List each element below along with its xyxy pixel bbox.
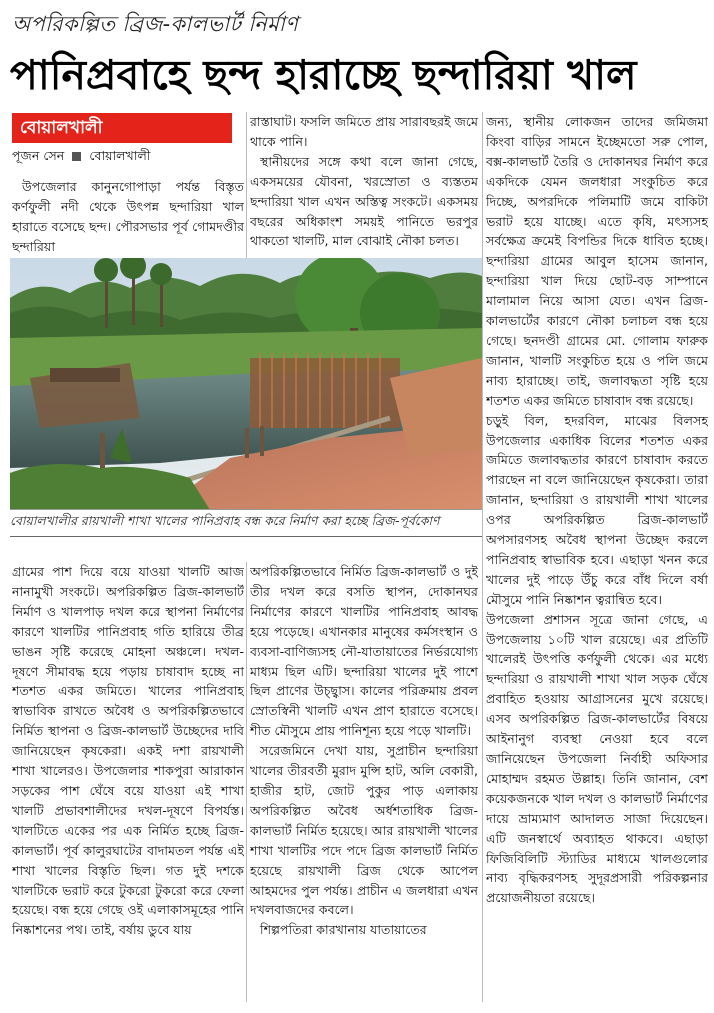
column-divider <box>246 112 247 262</box>
location-tag: বোয়ালখালী <box>12 113 232 143</box>
byline <box>12 148 242 168</box>
byline-place: বোয়ালখালী <box>89 148 151 163</box>
article-headline: পানিপ্রবাহে ছন্দ হারাচ্ছে ছন্দারিয়া খাল <box>10 51 637 99</box>
photo-caption: বোয়ালখালীর রায়খালী শাখা খালের পানিপ্রবাহ বন্ধ করে নির্মাণ করা হচ্ছে ব্রিজ-পূর্বকোণ <box>10 512 482 537</box>
paragraph: জন্য, স্থানীয় লোকজন তাদের জমিজমা কিংবা বাড়ির সামনে ইচ্ছেমতো সরু পোল, বক্স-কালভার্ট তৈরি ও দোকানঘর নির্মাণ করে একদিকে যেমন জলধারা সংকুচিত করে দিচ্ছে, অপরদিকে পলিমাটি জমে বাকিটা ভরাট হয়ে যাচ্ছে। এতে কৃষি, মৎস্যসহ সর্বক্ষেত্র ক্রমেই বিপন্ডির দিকে ধাবিত হচ্ছে। ছন্দারিয়া গ্রামের আবুল হাসেম জানান, ছন্দারিয়া খাল দিয়ে ছোট-বড় সাম্পানে মালামাল নিয়ে আসা যেত। এখন ব্রিজ-কালভার্টের কারণে নৌকা চলাচল বন্ধ হয়ে গেছে। ছনদণ্ডী গ্রামের মো. গোলাম ফারুক জানান, খালটি সংকুচিত হয়ে ও পলি জমে নাব্য হারাচ্ছে। তাই, জলাবদ্ধতা সৃষ্টি হয়ে শতশত একর জমিতে চাষাবাদ বন্ধ রয়েছে। <box>486 114 708 408</box>
paragraph: স্থানীয়দের সঙ্গে কথা বলে জানা গেছে, একসময়ের যৌবনা, খরস্রোতা ও ব্যস্ততম ছন্দারিয়া খাল এখন অস্তিত্ব সংকটে। একসময় বছরের অধিকাংশ সময়ই পানিতে ভরপুর থাকতো খালটি, মাল বোঝাই নৌকা চলত। <box>250 153 478 249</box>
column-divider <box>246 562 247 1002</box>
byline-author: পূজন সেন <box>12 148 65 163</box>
byline-separator-square <box>72 152 81 161</box>
paragraph: সরেজমিনে দেখা যায়, সুপ্রাচীন ছন্দারিয়া খালের তীরবর্তী মুরাদ মুন্সি হাট, অলি বেকারী, হাজীর হাট, জোট পুকুর পাড় এলাকায় অপরিকল্পিত অবৈধ অর্ধশতাধিক ব্রিজ-কালভার্ট নির্মিত হয়েছে। আর রায়খালী খালের শাখা খালটির পদে পদে ব্রিজ কালভার্ট নির্মিত হয়েছে রায়খালী ব্রিজ থেকে আপেল আহমদের পুল পর্যন্ত। প্রাচীন এ জলধারা এখন দখলবাজদের কবলে। <box>250 743 478 918</box>
column-1-bottom <box>12 562 244 1002</box>
article-photo <box>10 258 482 510</box>
canal-bridge-photo <box>10 258 482 510</box>
paragraph: গ্রামের পাশ দিয়ে বয়ে যাওয়া খালটি আজ নানামুখী সংকটে। অপরিকল্পিত ব্রিজ-কালভার্ট নির্মাণ ও খালপাড় দখল করে স্থাপনা নির্মাণের কারণে খালটির পানিপ্রবাহ গতি হারিয়ে তীব্র ভাঙন সৃষ্টি করেছে মোহনা অঞ্চলে। দখল-দূষণে সীমাবদ্ধ হয়ে পড়ায় চাষাবাদ হচ্ছে না শতশত একর জমিতে। খালের পানিপ্রবাহ স্বাভাবিক রাখতে অবৈধ ও অপরিকল্পিতভাবে নির্মিত স্থাপনা ও ব্রিজ-কালভার্ট উচ্ছেদের দাবি জানিয়েছেন কৃষকেরা। একই দশা রায়খালী শাখা খালেরও। উপজেলার শাকপুরা আরাকান সড়কের পাশ ঘেঁষে বয়ে যাওয়া এই শাখা খালটি প্রভাবশালীদের দখল-দূষণে বিপর্যস্ত। খালটিতে একের পর এক নির্মিত হচ্ছে ব্রিজ-কালভার্ট। পূর্ব কালুরঘাটের বাদামতল পর্যন্ত এই শাখা খালের বিস্তৃতি ছিল। গত দুই দশকে খালটিকে ভরাট করে টুকরো টুকরো করে ফেলা হয়েছে। বন্ধ হয়ে গেছে ওই এলাকাসমূহের পানি নিষ্কাশনের পথ। তাই, বর্ষায় ডুবে যায় <box>12 564 244 938</box>
paragraph: শিল্পপতিরা কারখানায় যাতায়াতের <box>260 922 427 938</box>
paragraph: চড়ুই বিল, হদরবিল, মাঝের বিলসহ উপজেলার একাধিক বিলের শতশত একর জমিতে জলাবদ্ধতার কারণে চাষাবাদ করতে পারছেন না বলে জানিয়েছেন কৃষকেরা। তারা জানান, ছন্দারিয়া ও রায়খালী শাখা খালের ওপর অপরিকল্পিত ব্রিজ-কালভার্ট অপসারণসহ অবৈধ স্থাপনা উচ্ছেদ করলে পানিপ্রবাহ স্বাভাবিক হবে। এছাড়া খনন করে খালের দুই পাড়ে উঁচু করে বাঁধ দিলে বর্ষা মৌসুমে পানি নিষ্কাশন ত্বরান্বিত হবে। <box>486 412 708 607</box>
paragraph: রাস্তাঘাট। ফসলি জমিতে প্রায় সারাবছরই জমে থাকে পানি। <box>250 114 478 149</box>
column-1-top <box>12 177 244 261</box>
article-kicker: অপরিকল্পিত ব্রিজ-কালভার্ট নির্মাণ <box>12 12 299 36</box>
paragraph: উপজেলার কানুনগোপাড়া পর্যন্ত বিস্তৃত কর্ণফুলী নদী থেকে উৎপন্ন ছন্দারিয়া খাল হারাতে বসেছে ছন্দ। পৌরসভার পূর্ব গোমদণ্ডীর ছন্দারিয়া <box>12 179 244 254</box>
paragraph: অপরিকল্পিতভাবে নির্মিত ব্রিজ-কালভার্ট ও দুই তীর দখল করে বসতি স্থাপন, দোকানঘর নির্মাণের কারণে খালটির পানিপ্রবাহ আবদ্ধ হয়ে পড়েছে। এখানকার মানুষের কর্মসংস্থান ও ব্যবসা-বাণিজ্যসহ নৌ-যাতায়াতের নির্ভরযোগ্য মাধ্যম ছিল এটি। ছন্দারিয়া খালের দুই পাশে ছিল প্রাণের উচ্ছ্বাস। কালের পরিক্রমায় প্রবল স্রোতস্বিনী খালটি এখন প্রাণ হারাতে বসেছে। শীত মৌসুমে প্রায় পানিশূন্য হয়ে পড়ে খালটি। <box>250 564 478 739</box>
column-2-bottom <box>250 562 478 1002</box>
column-divider <box>482 112 483 1002</box>
column-3 <box>486 112 708 990</box>
paragraph: উপজেলা প্রশাসন সূত্রে জানা গেছে, এ উপজেলায় ১০টি খাল রয়েছে। এর প্রতিটি খালেরই উৎপত্তি কর্ণফুলী থেকে। এর মধ্যে ছন্দারিয়া ও রায়খালী শাখা খাল সড়ক ঘেঁষে প্রবাহিত হওয়ায় আগ্রাসনের মুখে রয়েছে। এসব অপরিকল্পিত ব্রিজ-কালভার্টের বিষয়ে আইনানুগ ব্যবস্থা নেওয়া হবে বলে জানিয়েছেন উপজেলা নির্বাহী অফিসার মোহাম্মদ রহমত উল্লাহ। তিনি জানান, বেশ কয়েকজনকে খাল দখল ও কালভার্ট নির্মাণের দায়ে ভ্রাম্যমাণ আদালত সাজা দিয়েছেন। এটি জনস্বার্থে অব্যাহত থাকবে। এছাড়া ফিজিবিলিটি স্ট্যাডির মাধ্যমে খালগুলোর নাব্য বৃদ্ধিকরণসহ সুদূরপ্রসারী পরিকল্পনার প্রয়োজনীয়তা রয়েছে। <box>486 611 708 906</box>
